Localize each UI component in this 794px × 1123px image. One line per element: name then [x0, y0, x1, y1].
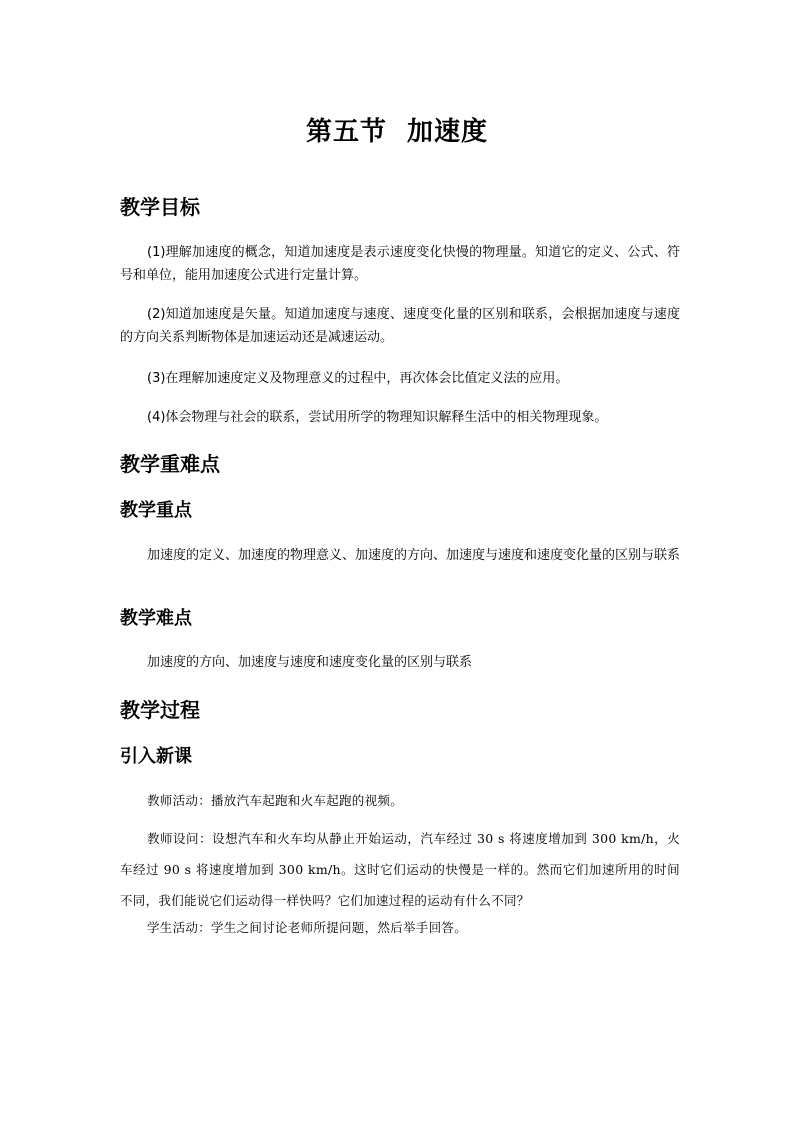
heading-difficult-points: 教学难点	[120, 608, 192, 629]
student-activity-text: 学生活动：学生之间讨论老师所提问题，然后举手回答。	[147, 920, 468, 935]
goal-item-1: (1)理解加速度的概念，知道加速度是表示速度变化快慢的物理量。知道它的定义、公式、符号和单位，能用加速度公式进行定量计算。	[120, 245, 680, 283]
heading-key-points: 教学重点	[120, 500, 192, 521]
page-title: 第五节 加速度	[305, 117, 489, 147]
goal-item-2: (2)知道加速度是矢量。知道加速度与速度、速度变化量的区别和联系，会根据加速度与速度的方向关系判断物体是加速运动还是减速运动。	[120, 307, 680, 345]
difficult-points-text: 加速度的方向、加速度与速度和速度变化量的区别与联系	[147, 655, 473, 670]
key-points-text: 加速度的定义、加速度的物理意义、加速度的方向、加速度与速度和速度变化量的区别与联系	[147, 548, 681, 563]
heading-key-difficult-points: 教学重难点	[120, 452, 220, 476]
goal-item-4: (4)体会物理与社会的联系，尝试用所学的物理知识解释生活中的相关物理现象。	[147, 410, 608, 425]
goal-item-3: (3)在理解加速度定义及物理意义的过程中，再次体会比值定义法的应用。	[147, 371, 569, 386]
heading-intro-new-lesson: 引入新课	[120, 746, 192, 767]
teacher-activity-text: 教师活动：播放汽车起跑和火车起跑的视频。	[147, 793, 404, 808]
heading-teaching-process: 教学过程	[120, 698, 200, 722]
heading-teaching-goals: 教学目标	[120, 195, 200, 219]
teacher-question-text: 教师设问：设想汽车和火车均从静止开始运动，汽车经过 30 s 将速度增加到 300 km/h，火车经过 90 s 将速度增加到 300 km/h。这时它们运动的快慢是一样的。然而它们加速所用的时间不同，我们能说它们运动得一样快吗？它们加速过程的运动有什么不同？	[120, 831, 680, 908]
